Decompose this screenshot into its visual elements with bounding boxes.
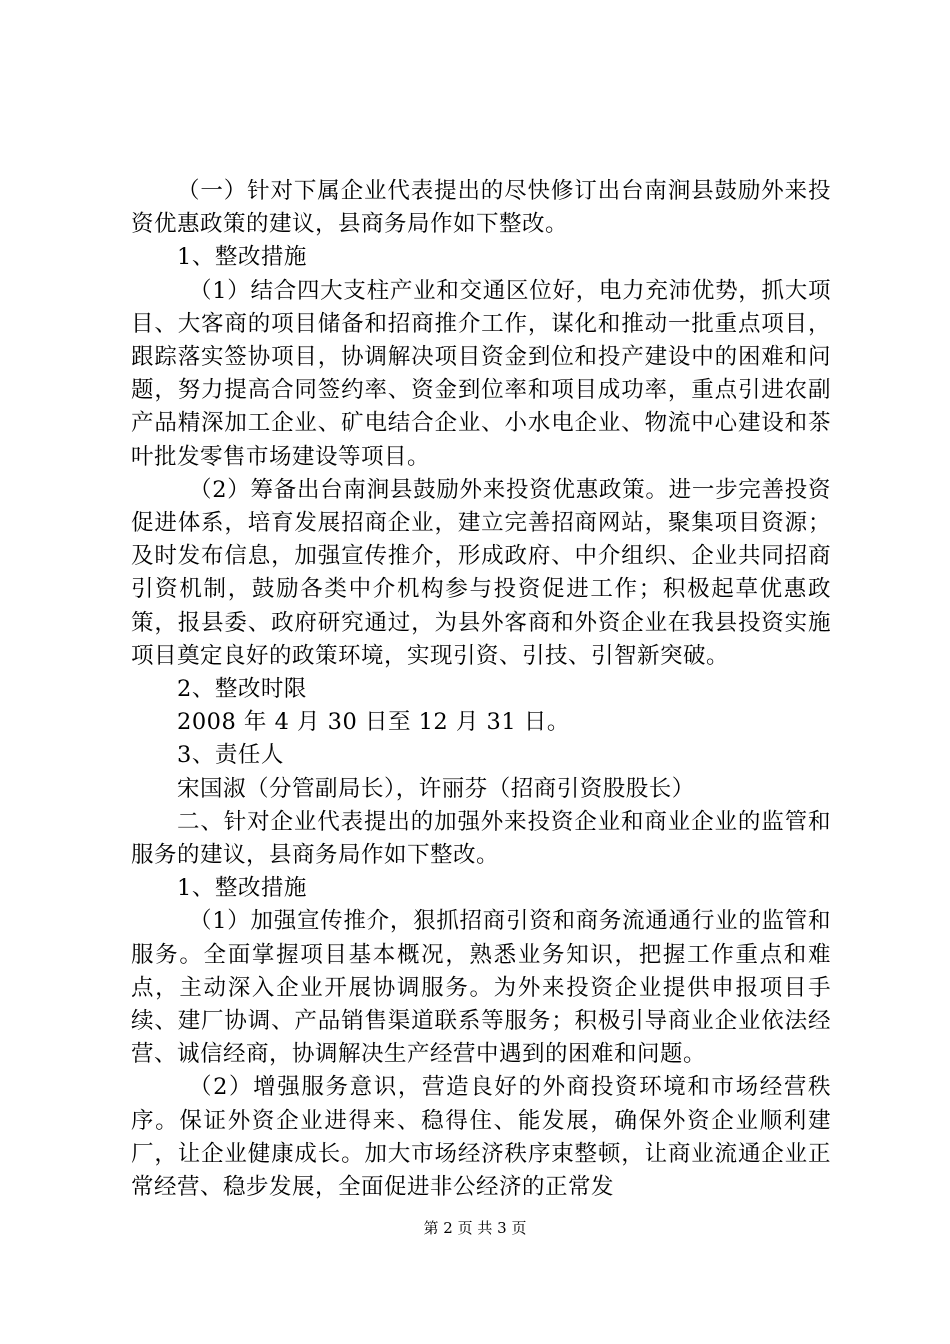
paragraph-responsible-heading: 3、责任人 bbox=[177, 742, 284, 769]
paragraph-measures-heading: 1、整改措施 bbox=[177, 244, 307, 271]
paragraph-section-two-heading: 二、针对企业代表提出的加强外来投资企业和商业企业的监管和服务的建议，县商务局作如下整改。 bbox=[131, 808, 831, 869]
paragraph-deadline-heading: 2、整改时限 bbox=[177, 676, 307, 703]
paragraph-responsible-value: 宋国淑（分管副局长），许丽芬（招商引资股股长） bbox=[177, 775, 695, 802]
paragraph-measure-2-1: （1）加强宣传推介，狠抓招商引资和商务流通通行业的监管和服务。全面掌握项目基本概况，熟悉业务知识，把握工作重点和难点，主动深入企业开展协调服务。为外来投资企业提供申报项目手续、建厂协调、产品销售渠道联系等服务；积极引导商业企业依法经营、诚信经商，协调解决生产经营中遇到的困难和问题。 bbox=[131, 908, 831, 1068]
paragraph-section-one-heading: （一）针对下属企业代表提出的尽快修订出台南涧县鼓励外来投资优惠政策的建议，县商务局作如下整改。 bbox=[131, 178, 831, 238]
page-number-footer: 第 2 页 共 3 页 bbox=[423, 1219, 527, 1237]
document-body bbox=[131, 175, 831, 1204]
paragraph-measure-2: （2）筹备出台南涧县鼓励外来投资优惠政策。进一步完善投资促进体系，培育发展招商企业，建立完善招商网站，聚集项目资源；及时发布信息，加强宣传推介，形成政府、中介组织、企业共同招商引资机制，鼓励各类中介机构参与投资促进工作；积极起草优惠政策，报县委、政府研究通过，为县外客商和外资企业在我县投资实施项目奠定良好的政策环境，实现引资、引技、引智新突破。 bbox=[131, 476, 831, 669]
paragraph-measure-1: （1）结合四大支柱产业和交通区位好，电力充沛优势，抓大项目、大客商的项目储备和招商推介工作，谋化和推动一批重点项目，跟踪落实签协项目，协调解决项目资金到位和投产建设中的困难和问题，努力提高合同签约率、资金到位率和项目成功率，重点引进农副产品精深加工企业、矿电结合企业、小水电企业、物流中心建设和茶叶批发零售市场建设等项目。 bbox=[131, 277, 831, 470]
paragraph-deadline-value: 2008 年 4 月 30 日至 12 月 31 日。 bbox=[177, 709, 570, 736]
paragraph-measure-2-2: （2）增强服务意识，营造良好的外商投资环境和市场经营秩序。保证外资企业进得来、稳得住、能发展，确保外资企业顺利建厂，让企业健康成长。加大市场经济秩序束整顿，让商业流通企业正常经营、稳步发展，全面促进非公经济的正常发 bbox=[131, 1074, 831, 1201]
paragraph-measures-heading-2: 1、整改措施 bbox=[177, 875, 307, 902]
